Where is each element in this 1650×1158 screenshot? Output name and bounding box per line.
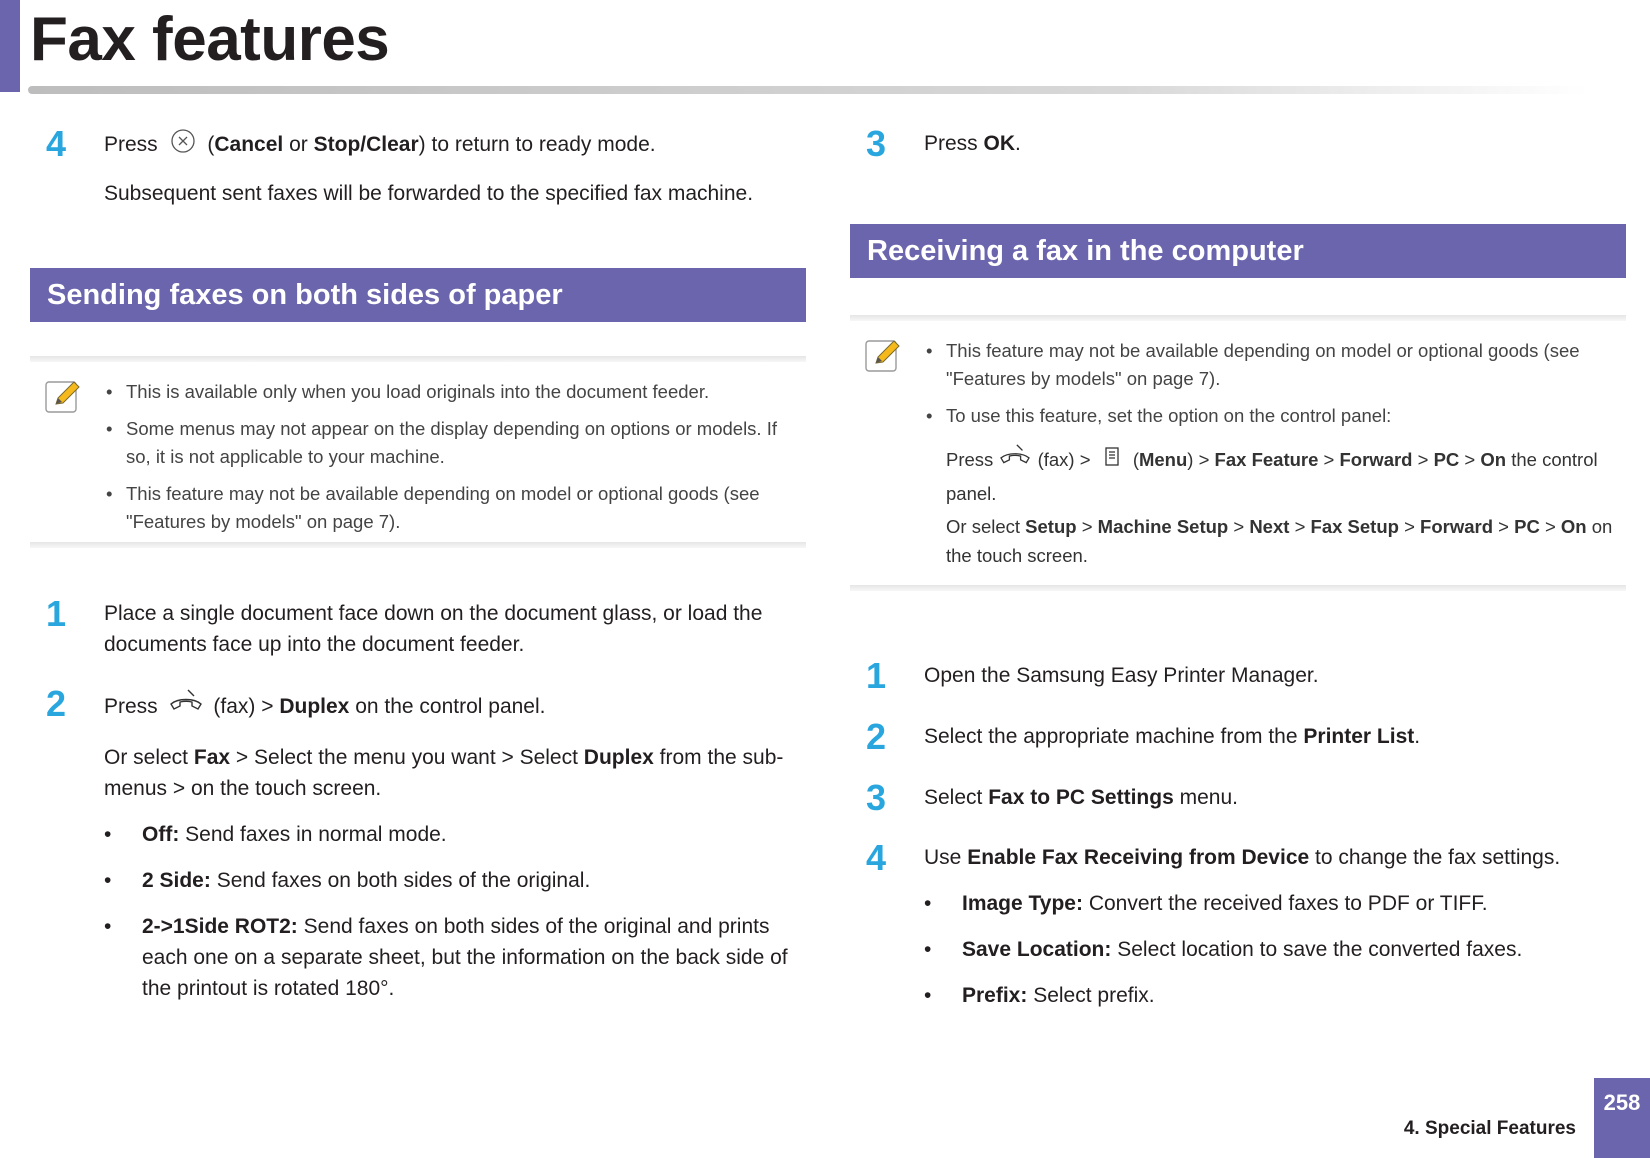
step-number: 2	[866, 716, 887, 757]
step-number: 3	[866, 777, 887, 818]
menu-icon	[1100, 445, 1124, 477]
title-accent-bar	[0, 0, 20, 92]
note-item: • This feature may not be available depending on model or optional goods (see "Features by models" on page 7).	[126, 480, 806, 536]
duplex-option-2side: • 2 Side: Send faxes on both sides of the original.	[104, 865, 806, 896]
page-number: 258	[1594, 1078, 1650, 1158]
page-title: Fax features	[30, 5, 390, 74]
fax-icon	[168, 688, 204, 727]
step-number: 1	[866, 655, 887, 696]
note-instructions: Press (fax) > (Menu) > Fax Feature > Forward > PC > On the control panel. Or select Setup > Machine Setup > Next > Fax Setup > Forward > PC > On on the touch screen.	[946, 443, 1626, 570]
note-box-receive-pc	[850, 315, 1626, 591]
title-divider	[28, 86, 1588, 94]
note-item: • To use this feature, set the option on the control panel:	[946, 402, 1626, 430]
setting-image-type: • Image Type: Convert the received faxes to PDF or TIFF.	[924, 888, 1626, 919]
note-item: • This is available only when you load originals into the document feeder.	[126, 378, 806, 406]
cancel-icon	[170, 128, 196, 163]
setting-prefix: • Prefix: Select prefix.	[924, 980, 1626, 1011]
duplex-option-off: • Off: Send faxes in normal mode.	[104, 819, 806, 850]
step-number: 4	[866, 837, 887, 878]
step-number: 2	[46, 683, 67, 724]
step-4-followup: Subsequent sent faxes will be forwarded to the specified fax machine.	[104, 182, 754, 205]
step-number: 4	[46, 123, 67, 164]
step-number: 1	[46, 593, 67, 634]
section-header-receive-pc: Receiving a fax in the computer	[850, 224, 1626, 278]
fax-icon	[998, 443, 1032, 479]
section-header-duplex: Sending faxes on both sides of paper	[30, 268, 806, 322]
note-pencil-icon	[44, 378, 82, 416]
setting-save-location: • Save Location: Select location to save the converted faxes.	[924, 934, 1626, 965]
chapter-label: 4. Special Features	[1403, 1118, 1576, 1139]
duplex-option-rot2: • 2->1Side ROT2: Send faxes on both sides of the original and prints each one on a separate sheet, but the information on the back side of the printout is rotated 180°.	[104, 911, 806, 1004]
note-item: • This feature may not be available depending on model or optional goods (see "Features by models" on page 7).	[946, 337, 1626, 393]
note-pencil-icon	[864, 337, 902, 375]
note-item: • Some menus may not appear on the display depending on options or models. If so, it is not applicable to your machine.	[126, 415, 806, 471]
step-number: 3	[866, 123, 887, 164]
note-box-duplex	[30, 356, 806, 558]
